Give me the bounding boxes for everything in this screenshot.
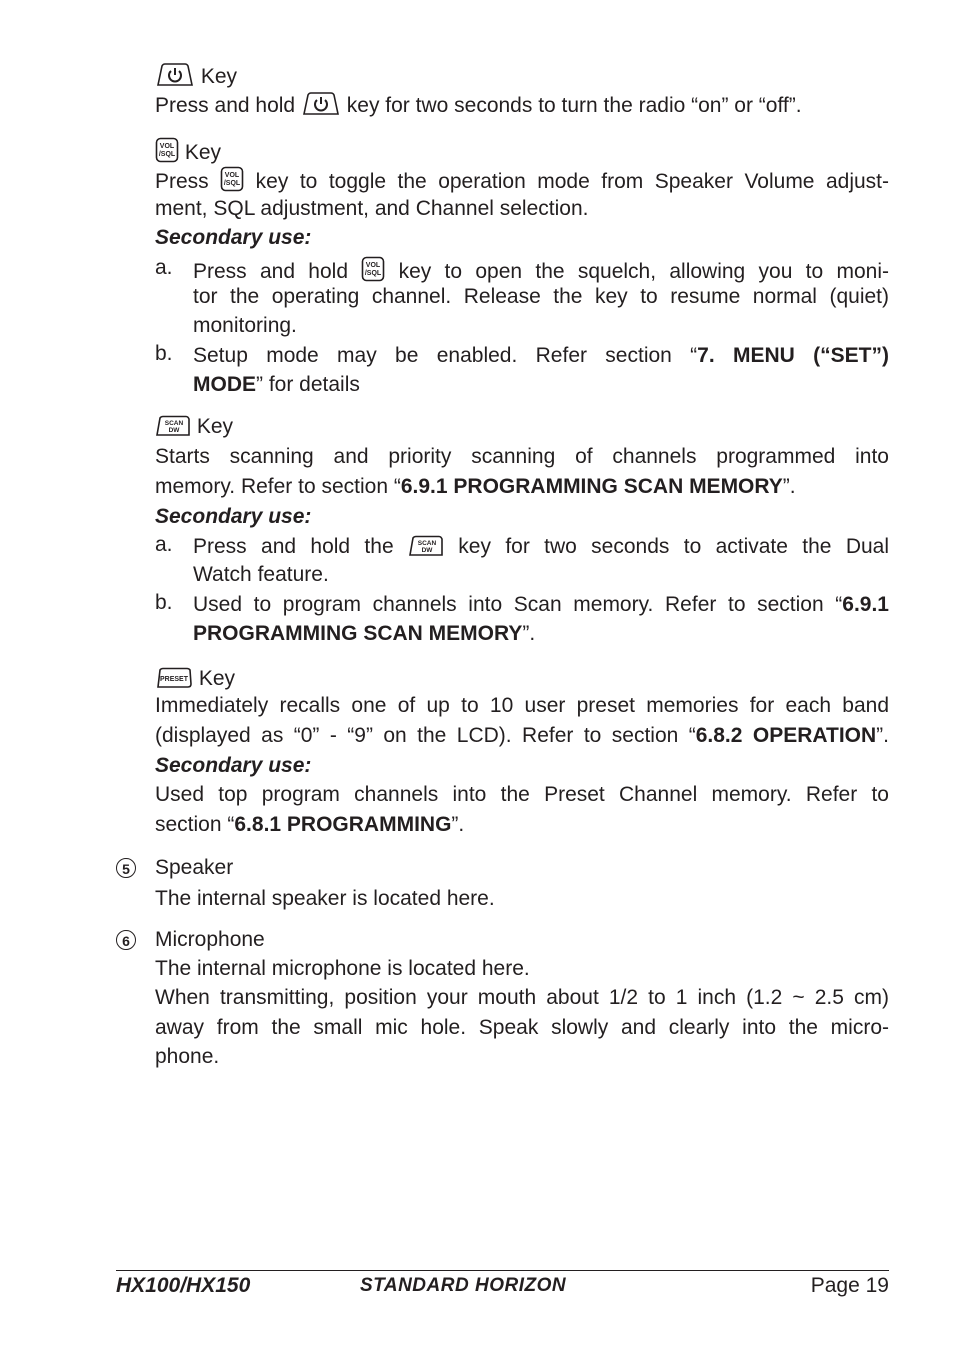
preset-key-label: Key bbox=[198, 667, 236, 690]
vol-sql-key-icon bbox=[220, 166, 244, 192]
list-marker: b. bbox=[155, 342, 173, 365]
microphone-title: Microphone bbox=[155, 928, 265, 951]
secondary-use-heading: Secondary use: bbox=[155, 505, 312, 528]
volsql-desc-line1: Press VOL /SQL key to toggle the operation mode from Speaker Volume adjust- bbox=[155, 166, 889, 195]
page-number: Page 19 bbox=[810, 1274, 889, 1297]
scan-b-line1: Used to program channels into Scan memory. Refer to section “6.9.1 bbox=[193, 593, 889, 616]
svg-text:VOL: VOL bbox=[159, 143, 175, 150]
volsql-a-line2: tor the operating channel. Release the key to resume normal (quiet) bbox=[193, 285, 889, 308]
power-key-icon bbox=[155, 63, 195, 87]
speaker-number-badge: 5 bbox=[116, 858, 136, 878]
scan-key-label: Key bbox=[196, 415, 234, 438]
microphone-desc-line4: phone. bbox=[155, 1045, 220, 1068]
volsql-b-line1: Setup mode may be enabled. Refer section “7. MENU (“SET”) bbox=[193, 344, 889, 367]
svg-text:/SQL: /SQL bbox=[158, 151, 176, 158]
preset-desc-line1: Immediately recalls one of up to 10 user preset memories for each band bbox=[155, 694, 889, 717]
svg-text:DW: DW bbox=[421, 547, 433, 554]
volsql-key-heading bbox=[155, 137, 889, 166]
scan-dw-key-icon bbox=[155, 415, 191, 437]
volsql-a-line3: monitoring. bbox=[193, 314, 297, 337]
brand-logo: STANDARD HORIZON bbox=[360, 1275, 567, 1296]
scan-b-line2: PROGRAMMING SCAN MEMORY”. bbox=[193, 622, 536, 645]
footer-model: HX100/HX150 bbox=[116, 1274, 251, 1297]
preset-desc-line4: section “6.8.1 PROGRAMMING”. bbox=[155, 813, 465, 836]
secondary-use-heading: Secondary use: bbox=[155, 754, 312, 777]
svg-text:SCAN: SCAN bbox=[417, 540, 437, 547]
microphone-desc-line3: away from the small mic hole. Speak slowly and clearly into the micro- bbox=[155, 1016, 889, 1039]
power-key-label: Key bbox=[200, 65, 238, 88]
svg-text:/SQL: /SQL bbox=[365, 270, 382, 277]
svg-text:VOL: VOL bbox=[224, 172, 240, 179]
list-marker: b. bbox=[155, 591, 173, 614]
power-key-icon bbox=[301, 92, 341, 116]
svg-text:DW: DW bbox=[168, 427, 180, 434]
vol-sql-key-icon bbox=[361, 256, 385, 282]
footer-divider bbox=[116, 1270, 889, 1271]
power-key-desc: Press and hold key for two seconds to turn the radio “on” or “off”. bbox=[155, 94, 802, 117]
secondary-use-heading: Secondary use: bbox=[155, 226, 312, 249]
microphone-desc-line1: The internal microphone is located here. bbox=[155, 957, 530, 980]
scan-dw-key-icon bbox=[408, 535, 444, 557]
power-key-heading bbox=[155, 63, 889, 90]
microphone-number-badge: 6 bbox=[116, 930, 136, 950]
preset-desc-line2: (displayed as “0” - “9” on the LCD). Refer to section “6.8.2 OPERATION”. bbox=[155, 724, 889, 747]
speaker-desc: The internal speaker is located here. bbox=[155, 887, 495, 910]
svg-text:PRESET: PRESET bbox=[159, 676, 189, 683]
scan-a-line1: Press and hold the SCAN DW key for two seconds to activate the Dual bbox=[193, 535, 890, 558]
volsql-b-line2: MODE” for details bbox=[193, 373, 360, 396]
vol-sql-key-icon bbox=[155, 137, 179, 163]
list-marker: a. bbox=[155, 533, 173, 556]
svg-text:SCAN: SCAN bbox=[164, 420, 184, 427]
speaker-title: Speaker bbox=[155, 856, 234, 879]
scan-a-line2: Watch feature. bbox=[193, 563, 329, 586]
microphone-desc-line2: When transmitting, position your mouth about 1/2 to 1 inch (1.2 ~ 2.5 cm) bbox=[155, 986, 889, 1009]
volsql-desc-line2: ment, SQL adjustment, and Channel selection. bbox=[155, 197, 589, 220]
volsql-a-line1: Press and hold VOL /SQL key to open the squelch, allowing you to moni- bbox=[193, 256, 889, 285]
volsql-key-label: Key bbox=[184, 141, 222, 164]
scan-desc-line1: Starts scanning and priority scanning of channels programmed into bbox=[155, 445, 889, 468]
preset-desc-line3: Used top program channels into the Preset Channel memory. Refer to bbox=[155, 783, 889, 806]
scan-desc-line2: memory. Refer to section “6.9.1 PROGRAMMING SCAN MEMORY”. bbox=[155, 475, 796, 498]
svg-text:VOL: VOL bbox=[366, 262, 381, 269]
preset-key-heading bbox=[155, 665, 889, 692]
svg-text:/SQL: /SQL bbox=[224, 180, 241, 187]
list-marker: a. bbox=[155, 256, 173, 279]
scan-key-heading bbox=[155, 413, 889, 440]
preset-key-icon bbox=[155, 667, 193, 689]
